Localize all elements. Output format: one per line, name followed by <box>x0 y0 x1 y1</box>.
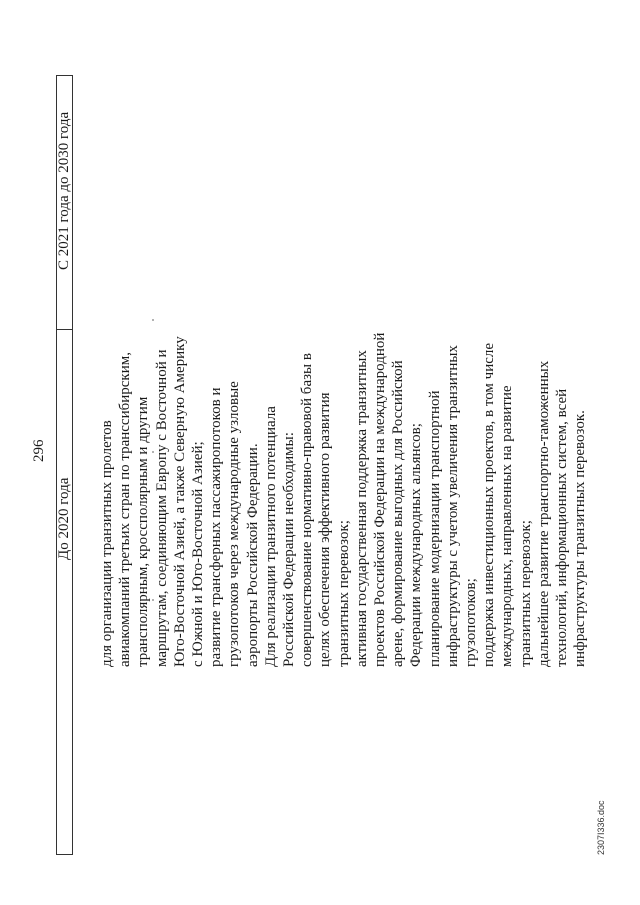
text-line: Для реализации транзитного потенциала <box>262 406 279 667</box>
text-line: технологий, информационных систем, всей <box>554 388 571 667</box>
text-line: для организации транзитных пролетов <box>99 420 115 667</box>
column-header-2021-2030: С 2021 года до 2030 года <box>56 111 72 270</box>
text-line: Российской Федерации необходимы: <box>281 432 298 667</box>
text-line: инфраструктуры транзитных перевозок. <box>572 410 589 667</box>
text-line: международных, направленных на развитие <box>499 385 516 667</box>
text-line: развитие трансферных пассажиропотоков и <box>208 387 225 667</box>
table-column-divider <box>56 329 72 330</box>
text-line: транзитных перевозок; <box>517 520 534 667</box>
text-line: проектов Российской Федерации на международной <box>372 332 389 667</box>
text-line: инфраструктуры с учетом увеличения транзитных <box>444 345 461 667</box>
text-line: с Южной и Юго-Восточной Азией; <box>190 441 207 667</box>
text-line: Федерации международных альянсов; <box>408 423 425 667</box>
text-line: транзитных перевозок; <box>335 520 352 667</box>
text-line: авиакомпаний третьих стран по транссибирским, <box>117 352 134 667</box>
table-left-border <box>56 854 72 855</box>
scan-speck <box>152 319 154 321</box>
column-header-until-2020: До 2020 года <box>56 477 72 560</box>
text-line: совершенствование нормативно-правовой базы в <box>299 353 316 667</box>
text-line: целях обеспечения эффективного развития <box>317 392 334 667</box>
scan-speck <box>152 599 154 601</box>
text-line: арене, формирование выгодных для Российской <box>390 360 407 667</box>
text-line: дальнейшее развитие транспортно-таможенных <box>535 360 552 667</box>
scan-speck <box>152 451 154 453</box>
text-line: трансполярным, кроссполярным и другим <box>135 396 152 667</box>
page-number: 296 <box>31 439 47 462</box>
text-line: Юго-Восточной Азией, а также Северную Америку <box>171 336 188 667</box>
text-line: маршрутам, соединяющим Европу с Восточной и <box>153 349 170 667</box>
table-right-border <box>56 75 72 76</box>
text-line: активная государственная поддержка транзитных <box>353 350 370 667</box>
document-body-text <box>98 267 589 667</box>
text-line: грузопотоков через международные узловые <box>226 381 243 667</box>
text-line: аэропорты Российской Федерации. <box>244 443 261 667</box>
text-line: грузопотоков; <box>463 578 480 667</box>
document-file-code: 2307І336.doc <box>596 800 606 855</box>
text-line: поддержка инвестиционных проектов, в том числе <box>481 342 498 667</box>
text-line: планирование модернизации транспортной <box>426 390 443 667</box>
